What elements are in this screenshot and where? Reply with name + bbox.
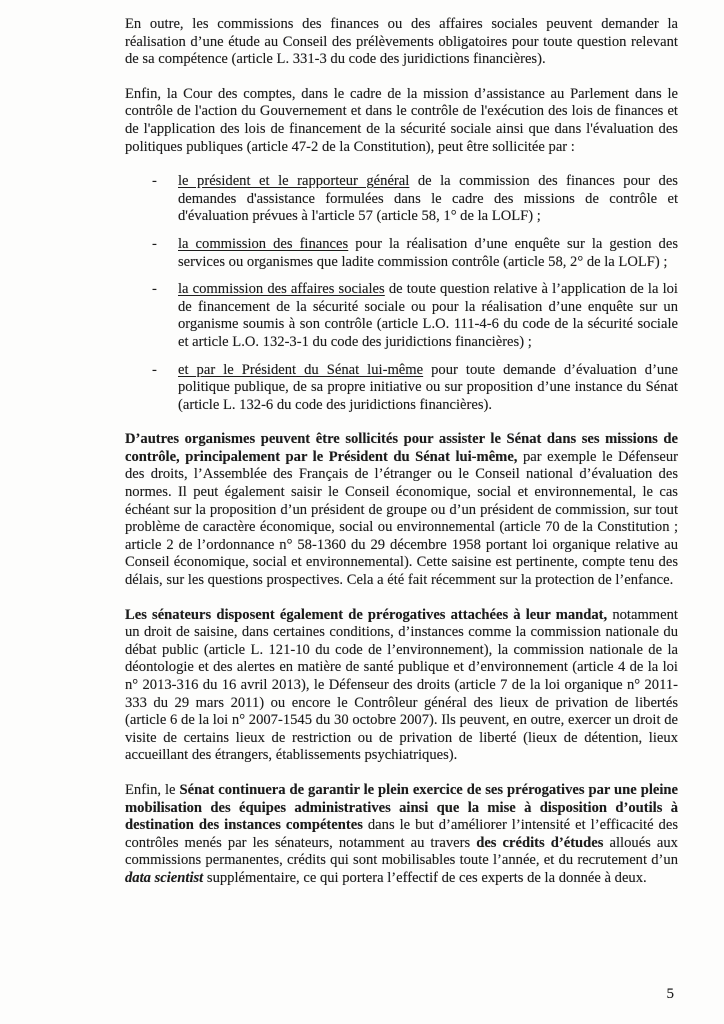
text-run: Sénat continuera de garantir le plein exercice de ses prérogatives par une pleine mobilisation des équipes administratives ainsi que la mise à disposition d’outils à destination des instances compétentes bbox=[125, 781, 678, 834]
text-run: pour la réalisation d’une enquête sur la gestion des services ou organismes que ladite commission contrôle (article 58, 2° de la LOLF) ; bbox=[178, 235, 678, 270]
text-run: la commission des finances bbox=[178, 235, 349, 252]
bullet-dash: - bbox=[152, 361, 157, 378]
bullet-dash: - bbox=[152, 235, 157, 252]
list-item-text bbox=[178, 173, 678, 226]
text-run: la commission des affaires sociales bbox=[178, 281, 385, 298]
paragraph-cour-des-comptes bbox=[125, 86, 678, 156]
text-run: de toute question relative à l’application de la loi de financement de la sécurité sociale ou pour la réalisation d’une enquête sur un organisme soumis à son contrôle (article L.O. 111-4-6 du code de la sécurité sociale et article L.O. 132-3-1 du code des juridictions financières) ; bbox=[178, 281, 678, 350]
text-run: pour toute demande d’évaluation d’une politique publique, de sa propre initiative ou sur proposition d’une instance du Sénat (article L. 132-6 du code des juridictions financières). bbox=[178, 361, 679, 413]
text-run: par exemple le Défenseur des droits, l’Assemblée des Français de l’étranger ou le Conseil national d’évaluation des normes. Il peut également saisir le Conseil économique, social et environnemental, le cas échéant sur la proposition d’un président de groupe ou d’un président de commission, sur tout problème de caractère économique, social ou environnemental (article 70 de la Constitution ; article 2 de l’ordonnance n° 58-1360 du 29 décembre 1958 portant loi organique relative au Conseil économique, social et environnemental). Cette saisine est pertinente, compte tenu des délais, sur les questions prospectives. Cela a été fait récemment sur la protection de l’enfance. bbox=[125, 448, 679, 589]
text-run: des crédits d’études bbox=[476, 834, 604, 851]
text-run: Enfin, le bbox=[125, 781, 180, 798]
bullet-list bbox=[125, 173, 678, 414]
text-run: le président et le rapporteur général bbox=[178, 173, 410, 190]
list-item bbox=[125, 173, 678, 226]
bullet-dash: - bbox=[152, 173, 157, 190]
text-run: alloués aux commissions permanentes, crédits qui sont mobilisables toute l’année, et du recrutement d’un bbox=[125, 834, 678, 869]
text-run: et par le Président du Sénat lui-même bbox=[178, 361, 424, 378]
bullet-dash: - bbox=[152, 281, 157, 298]
paragraph-senateurs-prerogatives bbox=[125, 607, 678, 765]
page-number: 5 bbox=[666, 986, 674, 1002]
list-item-text bbox=[178, 281, 678, 351]
list-item bbox=[125, 362, 678, 415]
text-run: D’autres organismes peuvent être sollicités pour assister le Sénat dans ses missions de contrôle, principalement par le Président du Sénat lui-même, bbox=[125, 431, 678, 465]
text-run: supplémentaire, ce qui portera l’effectif de ces experts de la donnée à deux. bbox=[203, 869, 647, 886]
text-run: data scientist bbox=[125, 869, 204, 886]
text-run: dans le but d’améliorer l’intensité et l’efficacité des contrôles menés par les sénateurs, notamment au travers bbox=[125, 817, 679, 851]
paragraph-autres-organismes bbox=[125, 431, 678, 589]
text-run: notamment un droit de saisine, dans certaines conditions, d’instances comme la commission nationale du débat public (article L. 121-10 du code de l’environnement), la commission nationale de la déontologie et des alertes en matière de santé publique et d’environnement (article 4 de la loi n° 2013-316 du 16 avril 2013), le Défenseur des droits (article 7 de la loi organique n° 2011-333 du 29 mars 2011) ou encore le Contrôleur général des lieux de privation de libertés (article 6 de la loi n° 2007-1545 du 30 octobre 2007). Ils peuvent, en outre, exercer un droit de visite de certains lieux de restriction ou de privation de liberté (lieux de détention, lieux accueillant des étrangers, établissements psychiatriques). bbox=[125, 606, 678, 764]
paragraph-conseil-prelevements bbox=[125, 16, 678, 69]
text-run: Les sénateurs disposent également de prérogatives attachées à leur mandat, bbox=[125, 606, 608, 623]
list-item-text bbox=[178, 362, 678, 415]
text-run: Enfin, la Cour des comptes, dans le cadre de la mission d’assistance au Parlement dans le contrôle de l'action du Gouvernement et dans le contrôle de l'exécution des lois de finances et de l'application des lois de financement de la sécurité sociale ainsi que dans l'évaluation des politiques publiques (article 47-2 de la Constitution), peut être sollicitée par : bbox=[125, 85, 678, 155]
paragraph-conclusion-moyens bbox=[125, 782, 678, 888]
text-run: de la commission des finances pour des demandes d'assistance formulées dans le cadre des missions de contrôle et d'évaluation prévues à l'article 57 (article 58, 1° de la LOLF) ; bbox=[178, 173, 678, 225]
text-run: En outre, les commissions des finances ou des affaires sociales peuvent demander la réalisation d’une étude au Conseil des prélèvements obligatoires pour toute question relevant de sa compétence (article L. 331-3 du code des juridictions financières). bbox=[125, 16, 678, 68]
list-item-text bbox=[178, 236, 678, 271]
list-item bbox=[125, 236, 678, 271]
list-item bbox=[125, 281, 678, 351]
